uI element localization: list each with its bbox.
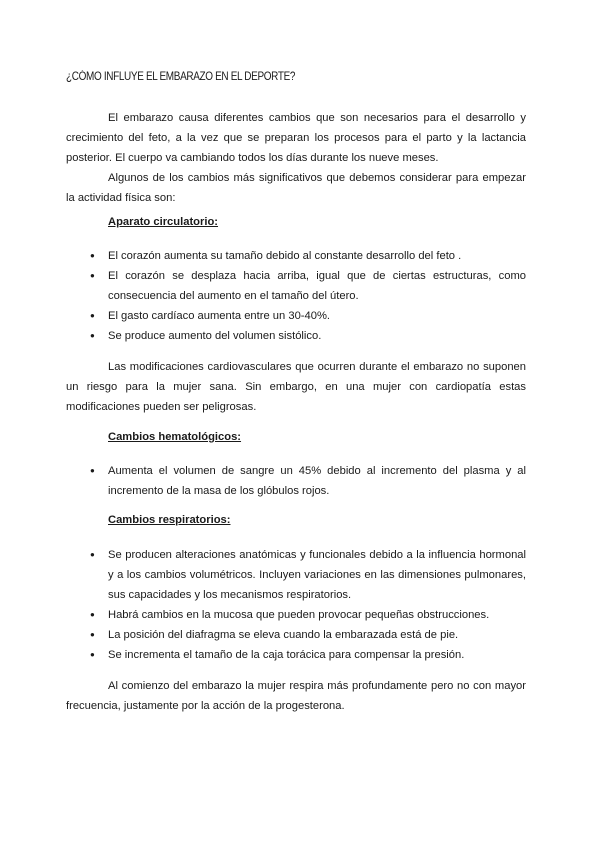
list-item: ● La posición del diafragma se eleva cuando la embarazada está de pie. xyxy=(90,625,526,645)
intro-paragraph: El embarazo causa diferentes cambios que son necesarios para el desarrollo y crecimiento del feto, a la vez que se preparan los procesos para el parto y la lactancia posterior. El cuerpo va cambiando todos los días durante los nueve meses. xyxy=(66,112,526,164)
heading-cambios-hematologicos: Cambios hematológicos: xyxy=(108,431,242,443)
circulatorio-paragraph: Las modificaciones cardiovasculares que ocurren durante el embarazo no suponen un riesgo para la mujer sana. Sin embargo, en una mujer con cardiopatía estas modificaciones pueden ser peligrosas. xyxy=(66,361,526,413)
list-item: ● El gasto cardíaco aumenta entre un 30-40%. xyxy=(90,306,526,326)
list-item: ● Se producen alteraciones anatómicas y funcionales debido a la influencia hormonal y a los cambios volumétricos. Incluyen variaciones en las dimensiones pulmonares, sus capacidades y los mecanismos respiratorios. xyxy=(90,545,526,605)
list-respiratorios xyxy=(90,545,526,665)
list-hematologicos xyxy=(90,461,526,501)
list-item: ● Aumenta el volumen de sangre un 45% debido al incremento del plasma y al incremento de la masa de los glóbulos rojos. xyxy=(90,461,526,501)
intro-paragraph-2: Algunos de los cambios más significativos que debemos considerar para empezar la actividad física son: xyxy=(66,172,526,204)
page-title: ¿CÓMO INFLUYE EL EMBARAZO EN EL DEPORTE? xyxy=(66,70,296,83)
heading-cambios-respiratorios: Cambios respiratorios: xyxy=(108,514,231,526)
list-item: ● Se incrementa el tamaño de la caja torácica para compensar la presión. xyxy=(90,645,526,665)
heading-aparato-circulatorio: Aparato circulatorio: xyxy=(108,216,219,228)
list-item: ● El corazón aumenta su tamaño debido al constante desarrollo del feto . xyxy=(90,246,526,266)
list-item: ● Se produce aumento del volumen sistólico. xyxy=(90,326,526,346)
list-circulatorio xyxy=(90,246,526,346)
list-item: ● Habrá cambios en la mucosa que pueden provocar pequeñas obstrucciones. xyxy=(90,605,526,625)
list-item: ● El corazón se desplaza hacia arriba, igual que de ciertas estructuras, como consecuencia del aumento en el tamaño del útero. xyxy=(90,266,526,306)
respiratorios-paragraph: Al comienzo del embarazo la mujer respira más profundamente pero no con mayor frecuencia, justamente por la acción de la progesterona. xyxy=(66,680,526,712)
